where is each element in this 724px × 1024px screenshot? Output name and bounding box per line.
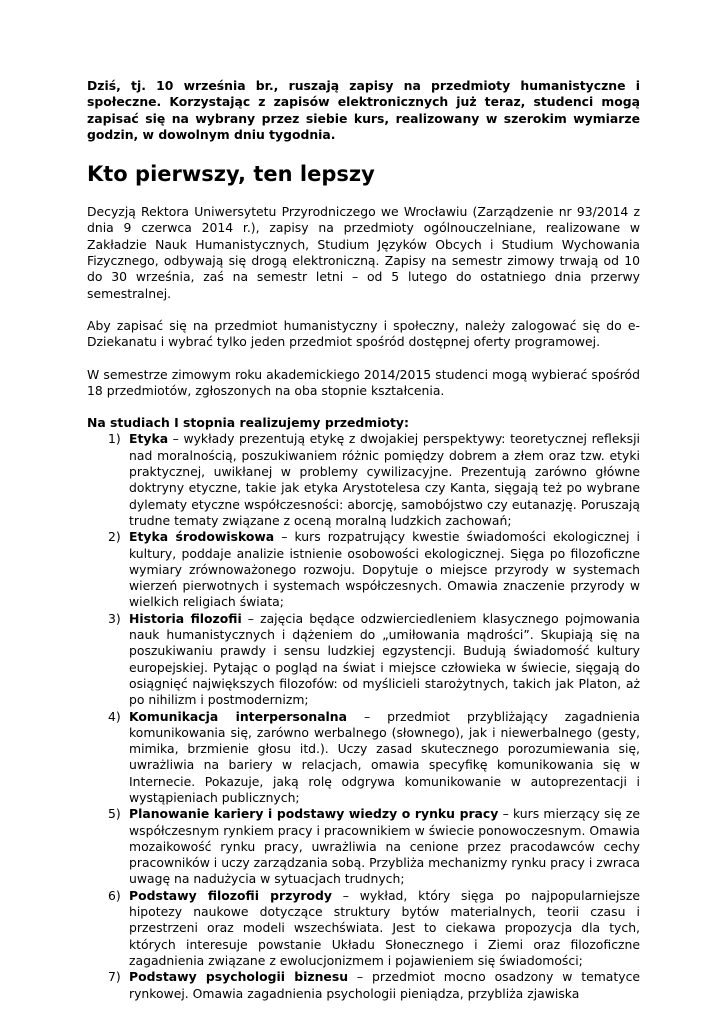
- list-item-number: 1): [108, 431, 121, 447]
- section-heading: Kto pierwszy, ten lepszy: [87, 162, 375, 187]
- course-description: – wykłady prezentują etykę z dwojakiej perspektywy: teoretycznej refleksji nad moralnością, poszukiwaniem różnic pomiędzy dobrem a złem oraz tzw. etyki praktycznej, uwikłanej w problemy cywilizacyjne. Prezentują zarówno główne doktryny etyczne, takie jak etyka Arystotelesa czy Kanta, sięgają też po wybrane dylematy etyczne współczesności: aborcję, samobójstwo czy eutanazję. Poruszają trudne tematy związane z oceną moralną ludzkich zachowań;: [129, 431, 640, 528]
- course-description: – kurs rozpatrujący kwestie świadomości ekologicznej i kultury, poddaje analizie istnienie osobowości ekologicznej. Sięga po filozoficzne wymiary zrównoważonego rozwoju. Dopytuje o miejsce przyrody w systemach wierzeń pierwotnych i systemach współczesnych. Omawia znaczenie przyrody w wielkich religiach świata;: [129, 529, 640, 610]
- course-description: – zajęcia będące odzwierciedleniem klasycznego pojmowania nauk humanistycznych i dążeniem do „umiłowania mądrości”. Skupiają się na poszukiwaniu prawdy i sensu ludzkiej egzystencji. Budują świadomość kultury europejskiej. Pytając o pogląd na świat i miejsce człowieka w świecie, sięgają do osiągnięć największych filozofów: od myślicieli starożytnych, takich jak Platon, aż po nihilizm i postmodernizm;: [129, 610, 640, 708]
- list-item: [87, 709, 640, 807]
- course-description: – wykład, który sięga po najpopularniejsze hipotezy naukowe dotyczące struktury bytów materialnych, teorii czasu i przestrzeni oraz modeli wszechświata. Jest to ciekawa propozycja dla tych, których interesuje powstanie Układu Słonecznego i Ziemi oraz filozoficzne zagadnienia związane z ewolucjonizmem i pojawieniem się świadomości;: [129, 887, 640, 968]
- course-name: Etyka środowiskowa: [129, 529, 275, 545]
- course-name: Planowanie kariery i podstawy wiedzy o rynku pracy: [129, 806, 499, 822]
- course-description: – przedmiot mocno osadzony w tematyce rynkowej. Omawia zagadnienia psychologii pieniądza, przybliża zjawiska: [129, 969, 641, 1001]
- document-page: [87, 78, 640, 1002]
- list-item-number: 4): [108, 708, 121, 724]
- list-item: [87, 969, 640, 1002]
- course-name: Etyka: [129, 431, 169, 447]
- course-name: Historia filozofii: [129, 610, 242, 626]
- list-item: [87, 888, 640, 969]
- lead-paragraph: Dziś, tj. 10 września br., ruszają zapisy na przedmioty humanistyczne i społeczne. Korzystając z zapisów elektronicznych już teraz, studenci mogą zapisać się na wybrany przez siebie kurs, realizowany w szerokim wymiarze godzin, w dowolnym dniu tygodnia.: [87, 78, 640, 142]
- course-name: Podstawy filozofii przyrody: [129, 887, 332, 903]
- list-heading: Na studiach I stopnia realizujemy przedmioty:: [87, 415, 409, 431]
- list-item-number: 7): [108, 969, 121, 985]
- course-list: [87, 431, 640, 1001]
- list-item: [87, 431, 640, 529]
- course-name: Podstawy psychologii biznesu: [129, 969, 349, 985]
- list-item-number: 5): [108, 806, 121, 822]
- list-item-number: 3): [108, 610, 121, 626]
- list-item-number: 2): [108, 529, 121, 545]
- course-description: – kurs mierzący się ze współczesnym rynkiem pracy i pracownikiem w świecie ponowoczesnym. Omawia mozaikowość rynku pracy, uwrażliwia na cenione przez pracodawców cechy pracowników i uczy zarządzania sobą. Przybliża mechanizmy rynku pracy i zwraca uwagę na nadużycia w sytuacjach trudnych;: [129, 806, 640, 887]
- paragraph-semester: W semestrze zimowym roku akademickiego 2014/2015 studenci mogą wybierać spośród 18 przedmiotów, zgłoszonych na oba stopnie kształcenia.: [87, 366, 640, 398]
- course-name: Komunikacja interpersonalna: [129, 708, 347, 724]
- list-item-number: 6): [108, 887, 121, 903]
- paragraph-decision: Decyzją Rektora Uniwersytetu Przyrodniczego we Wrocławiu (Zarządzenie nr 93/2014 z dnia 9 czerwca 2014 r.), zapisy na przedmioty ogólnouczelniane, realizowane w Zakładzie Nauk Humanistycznych, Studium Języków Obcych i Studium Wychowania Fizycznego, odbywają się drogą elektroniczną. Zapisy na semestr zimowy trwają od 10 do 30 września, zaś na semestr letni – od 5 lutego do ostatniego dnia przerwy semestralnej.: [87, 204, 640, 301]
- paragraph-enrollment: Aby zapisać się na przedmiot humanistyczny i społeczny, należy zalogować się do e-Dziekanatu i wybrać tylko jeden przedmiot spośród dostępnej oferty programowej.: [87, 317, 640, 350]
- course-description: – przedmiot przybliżający zagadnienia komunikowania się, zarówno werbalnego (słownego), jak i niewerbalnego (gesty, mimika, brzmienie głosu itd.). Uczy zasad skutecznego porozumiewania się, uwrażliwia na bariery w relacjach, omawia specyfikę komunikowania się w Internecie. Pokazuje, jaką rolę odgrywa komunikowanie w autoprezentacji i wystąpieniach publicznych;: [129, 708, 640, 805]
- list-item: [87, 806, 640, 887]
- list-item: [87, 611, 640, 709]
- list-item: [87, 529, 640, 610]
